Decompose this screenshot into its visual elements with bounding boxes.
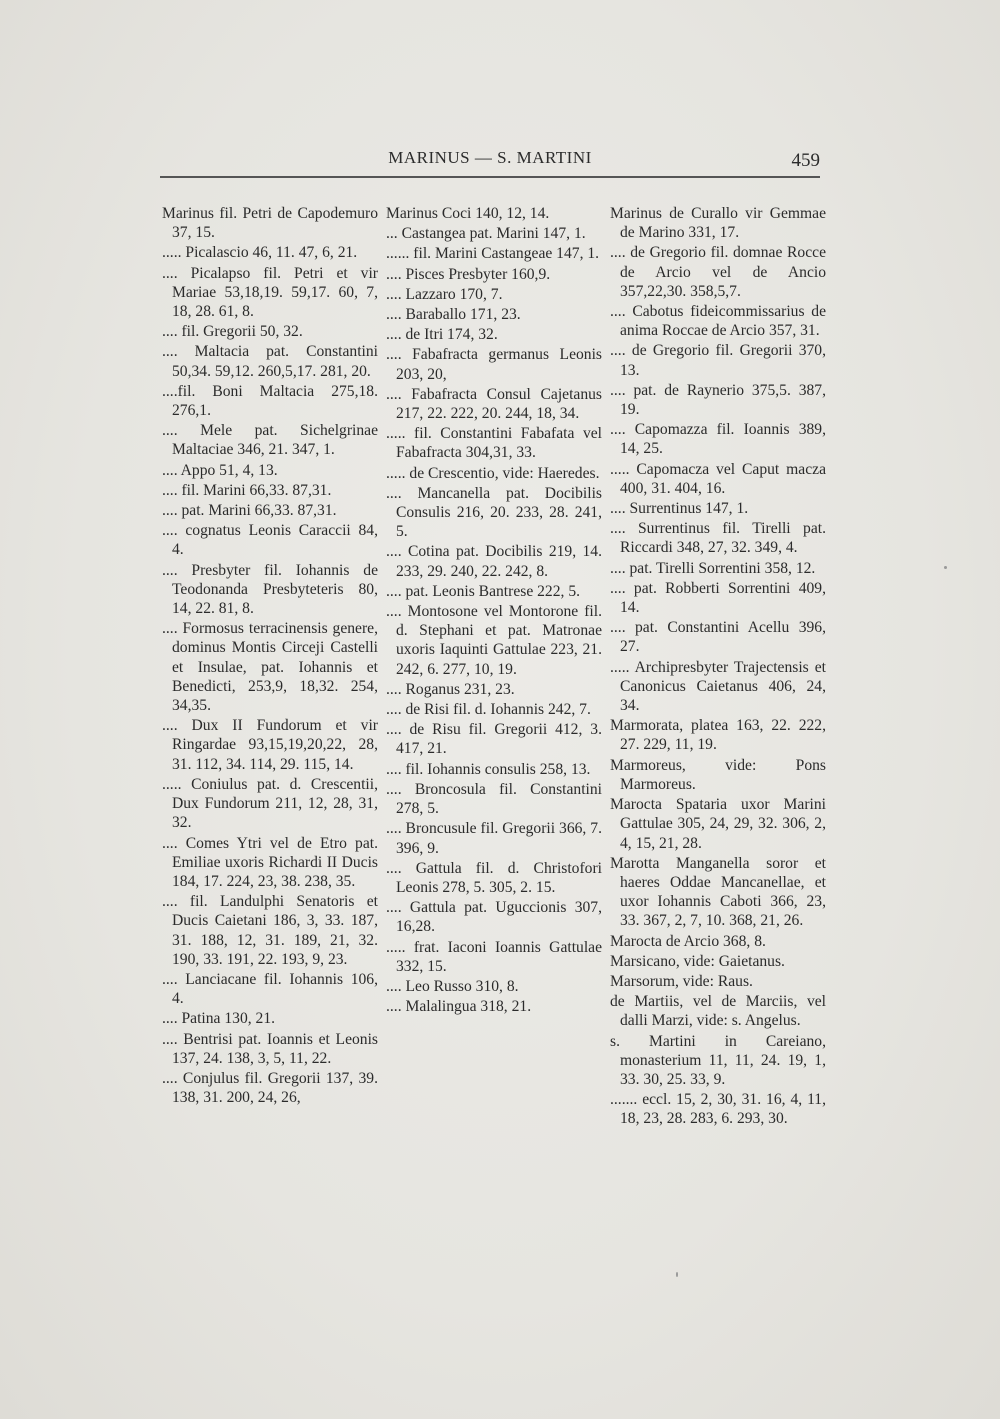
index-entry: .... Cabotus fideicommissarius de anima Roccae de Arcio 357, 31. xyxy=(610,303,826,340)
index-entry: ....fil. Boni Maltacia 275,18. 276,1. xyxy=(162,382,378,420)
index-entry: .... Lazzaro 170, 7. xyxy=(386,285,503,303)
index-entry: .... Gattula fil. d. Christofori Leonis 278, 5. 305, 2. 15. xyxy=(386,859,602,896)
index-entry: .... Broncosula fil. Constantini 278, 5. xyxy=(386,780,602,818)
paper-speck xyxy=(676,1272,678,1277)
index-entry: ..... Coniulus pat. d. Crescentii, Dux Fundorum 211, 12, 28, 31, 32. xyxy=(162,775,378,832)
index-entry: ..... de Crescentio, vide: Haeredes. xyxy=(386,464,600,482)
index-entry: Marinus de Curallo vir Gemmae de Marino 331, 17. xyxy=(610,205,826,242)
index-entry: Marinus Coci 140, 12, 14. xyxy=(386,205,550,222)
index-column-2 xyxy=(386,204,602,1017)
index-entry: .... Roganus 231, 23. xyxy=(386,680,515,698)
index-entry: .... Pisces Presbyter 160,9. xyxy=(386,265,551,283)
index-entry: .... Presbyter fil. Iohannis de Teodonanda Presbyteteris 80, 14, 22. 81, 8. xyxy=(162,561,378,618)
index-entry: .... Comes Ytri vel de Etro pat. Emiliae uxoris Richardi II Ducis 184, 17. 224, 23, 38. 238, 35. xyxy=(162,834,378,890)
index-entry: ..... Capomaсza vel Caput macza 400, 31. 404, 16. xyxy=(610,460,826,497)
index-entry: Marmorata, platea 163, 22. 222, 27. 229, 11, 19. xyxy=(610,717,826,754)
index-entry: .... Picalapso fil. Petri et vir Mariae 53,18,19. 59,17. 60, 7, 18, 28. 61, 8. xyxy=(162,264,378,321)
index-entry: .... pat. de Raynerio 375,5. 387, 19. xyxy=(610,381,826,419)
index-entry: Marsicano, vide: Gaietanus. xyxy=(610,952,785,970)
index-entry: .... de Gregorio fil. Gregorii 370, 13. xyxy=(610,342,826,379)
running-title: MARINUS — S. MARTINI xyxy=(388,148,592,167)
index-entry: .... de Risu fil. Gregorii 412, 3. 417, 21. xyxy=(386,721,602,758)
running-header xyxy=(160,148,820,178)
index-entry: Marocta de Arcio 368, 8. xyxy=(610,932,766,950)
index-entry: .... Cotina pat. Docibilis 219, 14. 233, 29. 240, 22. 242, 8. xyxy=(386,543,602,580)
index-entry: s. Martini in Careiano, monasterium 11, 11, 24. 19, 1, 33. 30, 25. 33, 9. xyxy=(610,1032,826,1088)
header-rule xyxy=(160,176,820,178)
index-entry: .... Leo Russo 310, 8. xyxy=(386,977,519,995)
index-entry: .... Fabafracta germanus Leonis 203, 20, xyxy=(386,346,602,383)
index-entry: Marmoreus, vide: Pons Marmoreus. xyxy=(610,756,826,793)
index-entry: .... Patina 130, 21. xyxy=(162,1010,276,1028)
index-entry: .... de Gregorio fil. domnae Rocce de Arcio vel de Ancio 357,22,30. 358,5,7. xyxy=(610,244,826,300)
page-number: 459 xyxy=(791,150,820,171)
index-entry: ..... Picalascio 46, 11. 47, 6, 21. xyxy=(162,244,358,262)
index-entry: .... Surrentinus 147, 1. xyxy=(610,500,749,518)
index-entry: .... Gattula pat. Uguccionis 307, 16,28. xyxy=(386,899,602,936)
index-entry: .... Mancanella pat. Docibilis Consulis 216, 20. 233, 28. 241, 5. xyxy=(386,484,602,541)
index-entry: Marsorum, vide: Raus. xyxy=(610,972,753,990)
index-entry: .... Maltacia pat. Constantini 50,34. 59,12. 260,5,17. 281, 20. xyxy=(162,343,378,380)
index-entry: ..... Archipresbyter Trajectensis et Canonicus Caietanus 406, 24, 34. xyxy=(610,658,826,715)
index-entry: .... Baraballo 171, 23. xyxy=(386,306,521,324)
index-entry: .... pat. Robberti Sorrentini 409, 14. xyxy=(610,579,826,617)
index-entry: .... fil. Iohannis consulis 258, 13. xyxy=(386,760,591,778)
index-entry: ..... fil. Constantini Fabafata vel Fabafracta 304,31, 33. xyxy=(386,425,602,462)
index-entry: ...... fil. Marini Castangeae 147, 1. xyxy=(386,245,600,263)
index-column-1 xyxy=(162,204,378,1108)
index-entry: ..... frat. Iaconi Ioannis Gattulae 332, 15. xyxy=(386,938,602,975)
index-entry: Marotta Manganella soror et haeres Oddae Mancanellae, et uxor Iohannis Caboti 366, 23, 33. 367, 2, 7, 10. 368, 21, 26. xyxy=(610,854,826,930)
index-entry: .... Broncusule fil. Gregorii 366, 7. 396, 9. xyxy=(386,820,602,857)
index-entry: .... de Itri 174, 32. xyxy=(386,326,498,344)
index-entry: .... Bentrisi pat. Ioannis et Leonis 137, 24. 138, 3, 5, 11, 22. xyxy=(162,1030,378,1067)
index-entry: .... pat. Marini 66,33. 87,31. xyxy=(162,502,337,520)
index-entry: .... Appo 51, 4, 13. xyxy=(162,461,278,479)
index-entry: .... Lanciacane fil. Iohannis 106, 4. xyxy=(162,970,378,1008)
index-entry: .... pat. Constantini Acellu 396, 27. xyxy=(610,619,826,656)
index-entry: .... fil. Marini 66,33. 87,31. xyxy=(162,481,332,499)
index-entry: ... Castangea pat. Marini 147, 1. xyxy=(386,225,586,243)
index-entry: .... fil. Landulphi Senatoris et Ducis Caietani 186, 3, 33. 187, 31. 188, 12, 31. 189, 21, 32. 190, 33. 191, 22. 193, 9, 23. xyxy=(162,893,378,968)
index-entry: .... fil. Gregorii 50, 32. xyxy=(162,323,303,341)
index-entry: .... Malalingua 318, 21. xyxy=(386,998,532,1016)
index-entry: Marocta Spataria uxor Marini Gattulae 305, 24, 29, 32. 306, 2, 4, 15, 21, 28. xyxy=(610,796,826,852)
index-entry: .... pat. Tirelli Sorrentini 358, 12. xyxy=(610,559,816,577)
index-entry: .... Fabafracta Consul Cajetanus 217, 22. 222, 20. 244, 18, 34. xyxy=(386,385,602,423)
index-column-3 xyxy=(610,204,826,1130)
index-entry: de Martiis, vel de Marciis, vel dalli Marzi, vide: s. Angelus. xyxy=(610,993,826,1030)
index-entry: .... Mele pat. Sichelgrinae Maltaciae 346, 21. 347, 1. xyxy=(162,422,378,459)
index-entry: Marinus fil. Petri de Capodemuro 37, 15. xyxy=(162,205,378,242)
index-entry: .... cognatus Leonis Caraccii 84, 4. xyxy=(162,522,378,559)
index-entry: .... Dux II Fundorum et vir Ringardae 93,15,19,20,22, 28, 31. 112, 34. 114, 29. 115, 14. xyxy=(162,717,378,773)
index-entry: .... Conjulus fil. Gregorii 137, 39. 138, 31. 200, 24, 26, xyxy=(162,1069,378,1107)
paper-speck xyxy=(944,566,947,569)
index-entry: .... de Risi fil. d. Iohannis 242, 7. xyxy=(386,701,591,719)
index-entry: ....... eccl. 15, 2, 30, 31. 16, 4, 11, 18, 23, 28. 283, 6. 293, 30. xyxy=(610,1091,826,1128)
index-entry: .... Surrentinus fil. Tirelli pat. Riccardi 348, 27, 32. 349, 4. xyxy=(610,520,826,557)
index-entry: .... Formosus terracinensis genere, dominus Montis Circeji Castelli et Insulae, pat. Iohannis et Benedicti, 253,9, 18,32. 254, 34,35. xyxy=(162,620,378,715)
index-entry: .... pat. Leonis Bantrese 222, 5. xyxy=(386,582,581,600)
index-entry: .... Capomazza fil. Ioannis 389, 14, 25. xyxy=(610,421,826,458)
index-entry: .... Montosone vel Montorone fil. d. Stephani et pat. Matronae uxoris Iaquinti Gattulae 223, 21. 242, 6. 277, 10, 19. xyxy=(386,603,602,678)
